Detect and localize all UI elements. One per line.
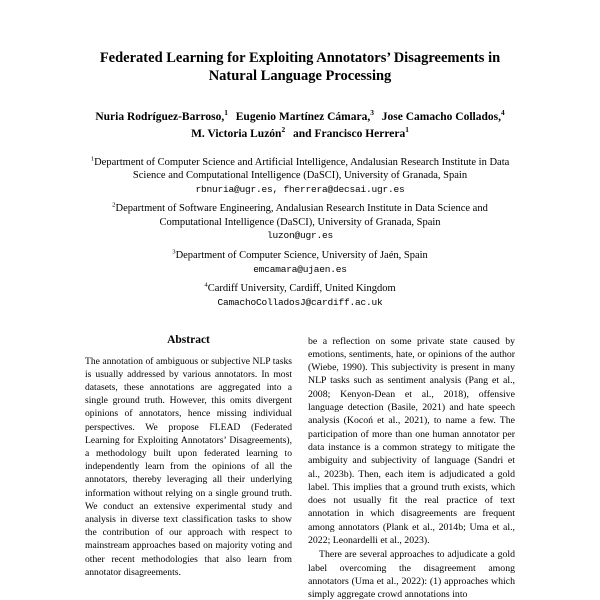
- affiliation-text: [85, 156, 515, 183]
- intro-paragraph-2: There are several approaches to adjudicate a gold label overcoming the disagreement among annotators (Uma et al., 2022): (1) approaches which simply aggregate crowd annotations into: [308, 549, 515, 600]
- affiliation-email: emcamara@ujaen.es: [253, 263, 347, 275]
- author-affiliation-ref: 1: [405, 125, 409, 135]
- author-affiliation-ref: 4: [500, 108, 505, 118]
- affiliation-marker: 2: [112, 201, 116, 209]
- author-name-text: Jose Camacho Collados,: [381, 111, 501, 124]
- authors-line-1: [85, 109, 515, 126]
- affiliation-4: [85, 282, 515, 309]
- affiliation-3: [85, 249, 515, 276]
- left-column: [85, 334, 292, 600]
- affiliation-1: [85, 156, 515, 197]
- author-name-text: Nuria Rodríguez-Barroso,: [95, 111, 225, 124]
- author-name-text: M. Victoria Luzón: [191, 128, 282, 141]
- affiliation-text: [85, 282, 515, 295]
- affiliation-text: [85, 202, 515, 229]
- affiliation-marker: 4: [204, 281, 208, 289]
- affiliation-email: CamachoColladosJ@cardiff.ac.uk: [217, 296, 383, 308]
- affiliation-text-body: Department of Computer Science, University of Jaén, Spain: [175, 250, 428, 262]
- right-column: [308, 334, 515, 600]
- affiliation-marker: 3: [172, 248, 176, 256]
- author-name-text: Eugenio Martínez Cámara,: [235, 111, 371, 124]
- affiliation-2: [85, 202, 515, 243]
- affiliation-email: luzon@ugr.es: [266, 230, 333, 242]
- author-name: [381, 108, 505, 124]
- author-name: [293, 125, 409, 141]
- authors-block: [85, 109, 515, 142]
- affiliation-text-body: Department of Software Engineering, Andalusian Research Institute in Data Science and Computational Intelligence (DaSCI), University of Granada, Spain: [115, 203, 488, 228]
- author-name-text: and Francisco Herrera: [293, 128, 406, 141]
- author-affiliation-ref: 2: [281, 125, 286, 135]
- abstract-text: The annotation of ambiguous or subjective NLP tasks is usually addressed by various annotators. In most datasets, these annotations are aggregated into a single ground truth. However, this omits divergent opinions of annotators, hence missing individual perspectives. We propose FLEAD (Federated Learning for Exploiting Annotators’ Disagreements), a methodology built upon federated learning to independently learn from the opinions of all the annotators, thereby leveraging all their underlying information without relying on a single ground truth. We conduct an extensive experimental study and analysis in diverse text classification tasks to show the contribution of our approach with respect to mainstream approaches based on majority voting and other recent methodologies that also learn from annotator disagreements.: [85, 355, 292, 578]
- two-column-body: [85, 334, 515, 600]
- author-affiliation-ref: 3: [370, 108, 374, 118]
- author-name: [235, 108, 374, 124]
- affiliation-text-body: Department of Computer Science and Artificial Intelligence, Andalusian Research Institute in Data Science and Computational Intelligence (DaSCI), University of Granada, Spain: [94, 156, 510, 182]
- authors-line-2: [85, 126, 515, 143]
- author-name: [95, 108, 228, 124]
- paper-title: Federated Learning for Exploiting Annotators’ Disagreements in Natural Language Processing: [99, 50, 501, 84]
- author-name: [191, 125, 286, 141]
- intro-paragraph-1: be a reflection on some private state caused by emotions, sentiments, hate, or opinions of the author (Wiebe, 1990). This subjectivity is present in many NLP tasks such as sentiment analysis (Pang et al., 2008; Kenyon-Dean et al., 2018), offensive language detection (Basile, 2021) and hate speech analysis (Kocoń et al., 2021), to name a few. The participation of more than one human annotator per data instance is a common strategy to mitigate the ambiguity and subjectivity of language (Sandri et al., 2023b). Then, each item is adjudicated a gold label. This implies that a ground truth exists, which does not usually fit the real practice of text annotation in which disagreements are frequent among annotators (Plank et al., 2014b; Uma et al., 2022; Leonardelli et al., 2023).: [308, 335, 515, 547]
- affiliation-email: rbnuria@ugr.es, fherrera@decsai.ugr.es: [195, 183, 405, 195]
- abstract-heading: Abstract: [167, 333, 210, 346]
- affiliation-marker: 1: [90, 155, 95, 163]
- author-affiliation-ref: 1: [224, 108, 228, 118]
- affiliation-text: [85, 249, 515, 262]
- affiliation-text-body: Cardiff University, Cardiff, United Kingdom: [207, 283, 396, 295]
